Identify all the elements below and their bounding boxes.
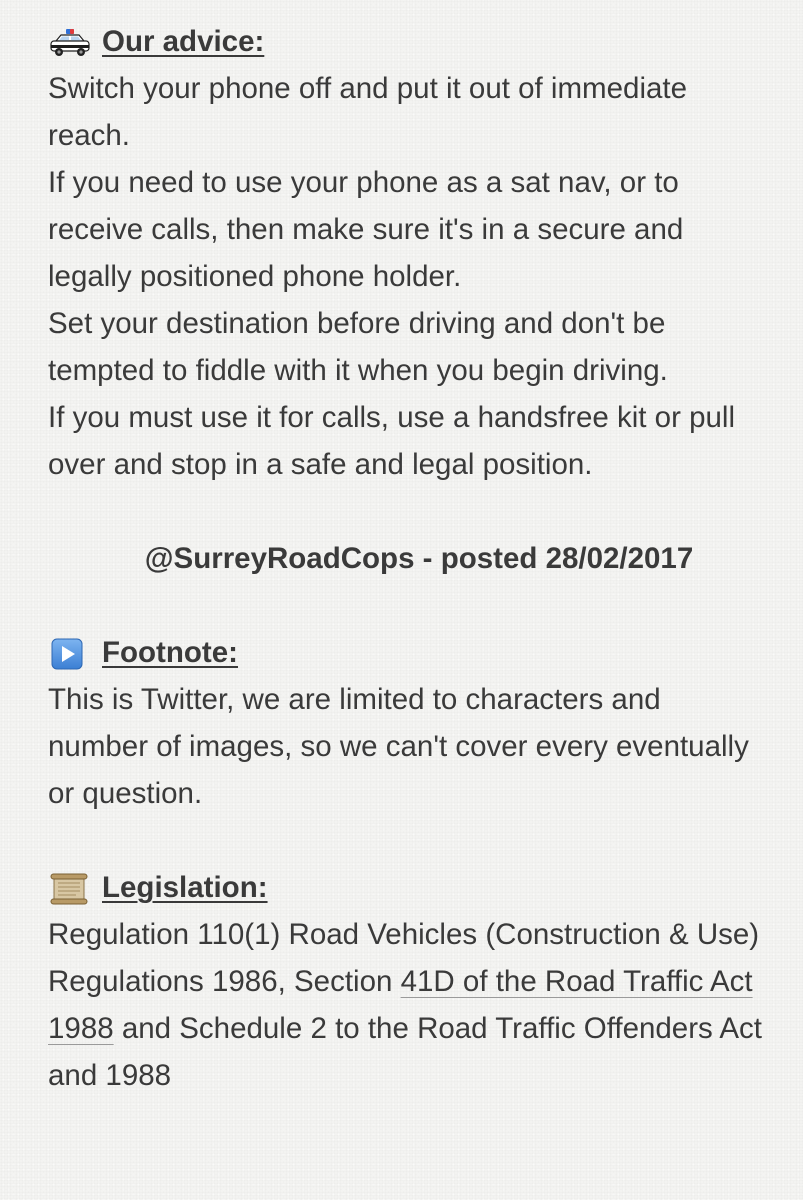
advice-heading-text: Our advice: <box>102 25 265 58</box>
footnote-text: This is Twitter, we are limited to characters and number of images, so we can't cover every eventually or question. <box>48 683 749 810</box>
advice-paragraph-2: If you need to use your phone as a sat nav, or to receive calls, then make sure it's in a secure and legally positioned phone holder. <box>48 166 684 293</box>
police-car-icon <box>48 26 92 58</box>
advice-paragraph-1: Switch your phone off and put it out of immediate reach. <box>48 72 688 152</box>
legislation-heading-text: Legislation: <box>102 871 268 904</box>
play-button-icon <box>48 637 92 669</box>
legislation-section <box>48 864 768 1099</box>
legislation-text-after: and Schedule 2 to the Road Traffic Offenders Act and 1988 <box>48 1012 762 1092</box>
byline: @SurreyRoadCops - posted 28/02/2017 <box>144 542 694 575</box>
advice-paragraph-4: If you must use it for calls, use a handsfree kit or pull over and stop in a safe and legal position. <box>48 401 736 481</box>
advice-section <box>48 18 768 488</box>
section-spacer <box>48 817 768 864</box>
advice-paragraph-3: Set your destination before driving and don't be tempted to fiddle with it when you begin driving. <box>48 307 668 387</box>
footnote-section <box>48 629 768 817</box>
footnote-heading-text: Footnote: <box>102 636 238 669</box>
scroll-icon <box>48 872 92 904</box>
footnote-heading <box>48 629 768 676</box>
legislation-text-before: Regulation 110(1) Road Vehicles (Construction & Use) Regulations 1986, Section <box>48 918 760 998</box>
road-traffic-act-link[interactable]: 41D of the Road Traffic Act 1988 <box>48 965 753 1045</box>
note-content <box>48 18 768 1099</box>
advice-heading <box>48 18 768 65</box>
legislation-text <box>48 911 768 1099</box>
legislation-heading <box>48 864 768 911</box>
